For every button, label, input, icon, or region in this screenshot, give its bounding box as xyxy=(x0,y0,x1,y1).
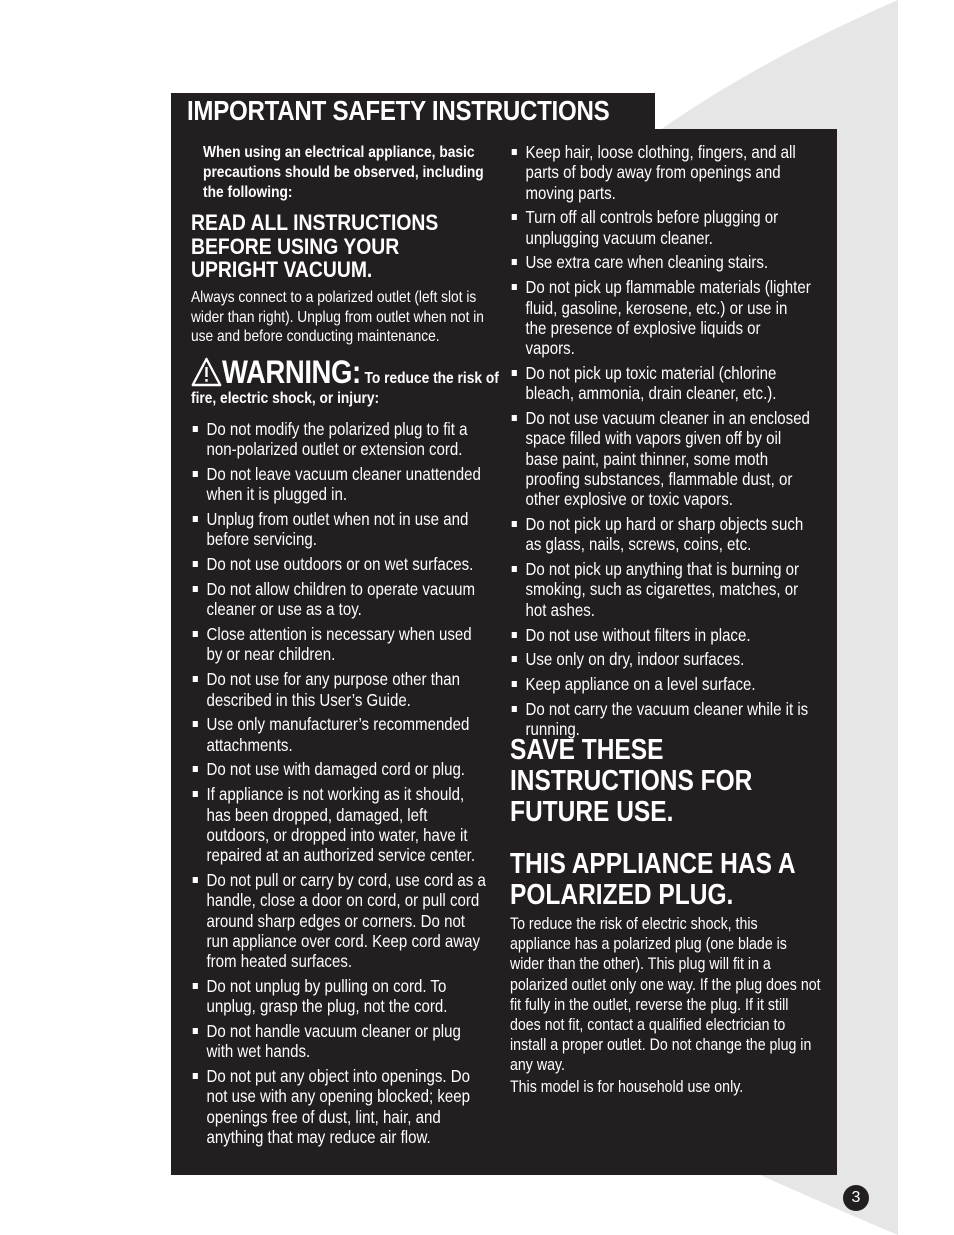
bullet-item: Do not use vacuum cleaner in an enclosed space filled with vapors given off by oil base paint, paint thinner, some moth proofing substances, flammable dust, or other explosive or toxic vapors. xyxy=(510,408,811,509)
bullet-item: Use only on dry, indoor surfaces. xyxy=(510,649,811,669)
bullet-item: Do not modify the polarized plug to fit a non-polarized outlet or extension cord. xyxy=(191,419,488,460)
bullet-item: Do not use with damaged cord or plug. xyxy=(191,759,488,779)
bullet-item: Turn off all controls before plugging or unplugging vacuum cleaner. xyxy=(510,207,811,248)
bullet-item: Use extra care when cleaning stairs. xyxy=(510,252,811,272)
household-use-note: This model is for household use only. xyxy=(510,1078,744,1096)
bullet-item: Use only manufacturer’s recommended attachments. xyxy=(191,714,488,755)
bullet-item: Do not pick up anything that is burning or smoking, such as cigarettes, matches, or hot ashes. xyxy=(510,559,811,620)
bullet-item: Keep hair, loose clothing, fingers, and all parts of body away from openings and moving parts. xyxy=(510,142,811,203)
page-title: IMPORTANT SAFETY INSTRUCTIONS xyxy=(187,95,610,126)
bullet-item: Do not unplug by pulling on cord. To unplug, grasp the plug, not the cord. xyxy=(191,976,488,1017)
bullet-item: Do not pick up flammable materials (lighter fluid, gasoline, kerosene, etc.) or use in the presence of explosive liquids or vapors. xyxy=(510,277,811,358)
intro-paragraph: When using an electrical appliance, basic precautions should be observed, including the following: xyxy=(203,144,484,201)
bullet-item: Do not use without filters in place. xyxy=(510,625,811,645)
bullet-item: Do not pick up hard or sharp objects such as glass, nails, screws, coins, etc. xyxy=(510,514,811,555)
bullet-item: Close attention is necessary when used by or near children. xyxy=(191,624,488,665)
save-instructions-heading: SAVE THESE INSTRUCTIONS FOR FUTURE USE. xyxy=(510,734,753,828)
instructions-panel xyxy=(171,129,837,1175)
right-bullet-list xyxy=(510,142,811,744)
warning-text: To reduce the risk of xyxy=(360,370,499,387)
bullet-item: Do not handle vacuum cleaner or plug with wet hands. xyxy=(191,1021,488,1062)
polarized-plug-text: To reduce the risk of electric shock, this appliance has a polarized plug (one blade is wider than the other). This plug will fit in a polarized outlet only one way. If the plug does not fit fully in the outlet, reverse the plug. If it still does not fit, contact a qualified electrician to install a proper outlet. Do not change the plug in any way. xyxy=(510,915,821,1075)
warning-heading xyxy=(191,355,518,392)
bullet-item: Do not use outdoors or on wet surfaces. xyxy=(191,554,488,574)
read-all-heading: READ ALL INSTRUCTIONS BEFORE USING YOUR UPRIGHT VACUUM. xyxy=(191,210,439,282)
polarized-outlet-note: Always connect to a polarized outlet (left slot is wider than right). Unplug from outlet when not in use and before conducting maintenance. xyxy=(191,289,484,345)
warning-word: WARNING: xyxy=(221,354,361,390)
bullet-item: Do not put any object into openings. Do not use with any opening blocked; keep openings free of dust, lint, hair, and anything that may reduce air flow. xyxy=(191,1066,488,1147)
bullet-item: Do not allow children to operate vacuum cleaner or use as a toy. xyxy=(191,579,488,620)
bullet-item: Do not leave vacuum cleaner unattended when it is plugged in. xyxy=(191,464,488,505)
bullet-item: If appliance is not working as it should, has been dropped, damaged, left outdoors, or dropped into water, have it repaired at an authorized service center. xyxy=(191,784,488,865)
bullet-item: Do not carry the vacuum cleaner while it is running. xyxy=(510,699,811,740)
polarized-plug-heading: THIS APPLIANCE HAS A POLARIZED PLUG. xyxy=(510,848,795,911)
warning-text-line2: fire, electric shock, or injury: xyxy=(191,390,380,407)
page-number: 3 xyxy=(843,1185,869,1211)
warning-triangle-icon xyxy=(191,357,222,392)
bullet-item: Do not pull or carry by cord, use cord as a handle, close a door on cord, or pull cord around sharp edges or corners. Do not run appliance over cord. Keep cord away from heated surfaces. xyxy=(191,870,488,971)
bullet-item: Keep appliance on a level surface. xyxy=(510,674,811,694)
bullet-item: Do not pick up toxic material (chlorine bleach, ammonia, drain cleaner, etc.). xyxy=(510,363,811,404)
bullet-item: Unplug from outlet when not in use and before servicing. xyxy=(191,509,488,550)
bullet-item: Do not use for any purpose other than described in this User’s Guide. xyxy=(191,669,488,710)
left-bullet-list xyxy=(191,419,488,1152)
